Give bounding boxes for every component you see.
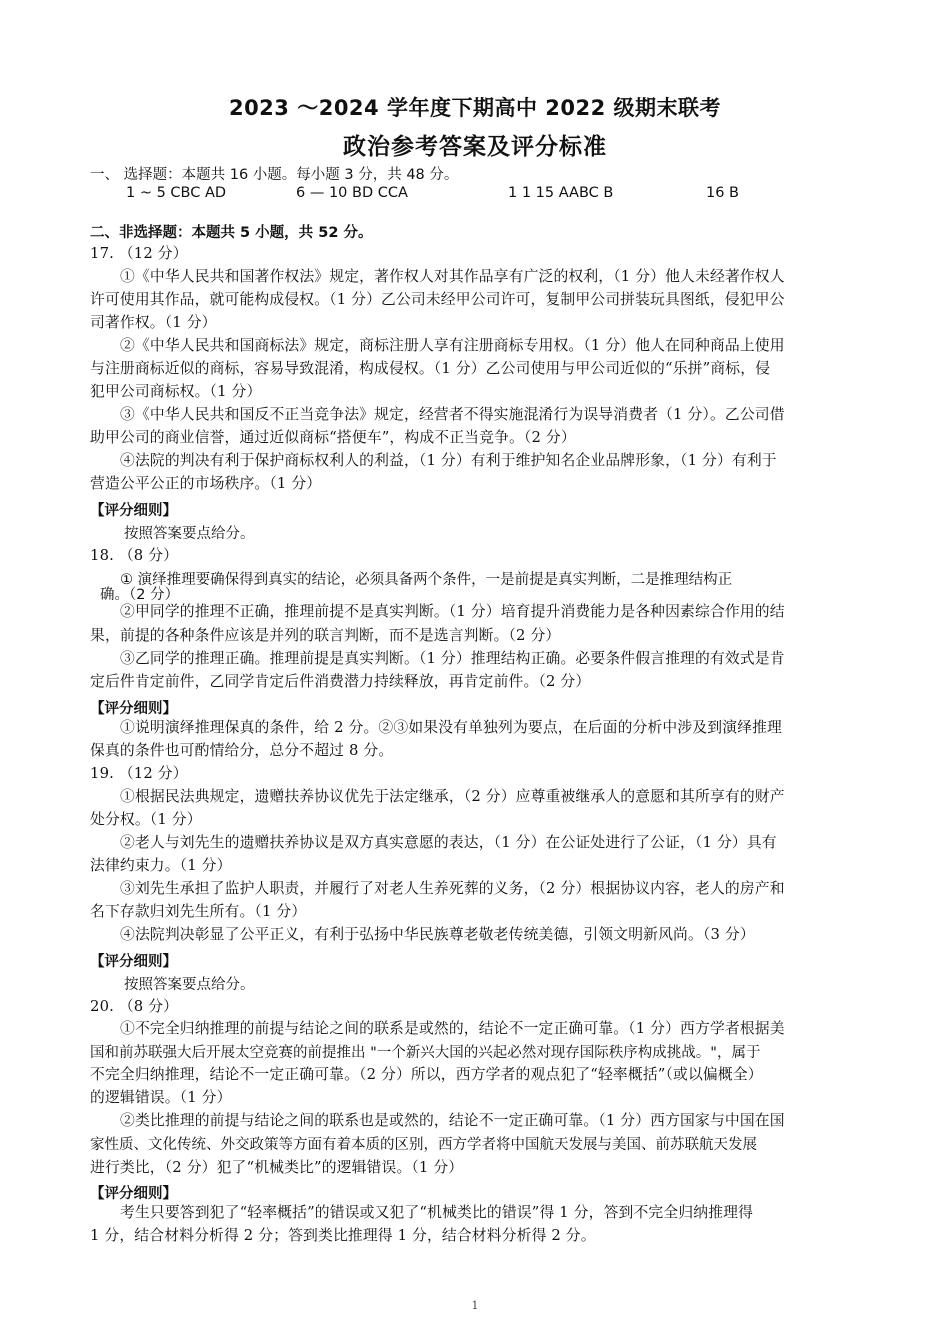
q20-rule: 考生只要答到犯了“轻率概括”的错误或又犯了“机械类比的错误”得 1 分，答到不完全归纳推理得 [120,1204,754,1221]
q17-line: ④法院的判决有利于保护商标权利人的利益，（1 分）有利于维护知名企业品牌形象，（1 分）有利于 [120,452,777,469]
q19-number: 19. （12 分） [90,765,188,782]
q20-line: 家性质、文化传统、外交政策等方面有着本质的区别，西方学者将中国航天发展与美国、前苏联航天发展 [90,1137,757,1153]
q19-line: 法律约束力。（1 分） [90,857,232,874]
q20-line: 国和前苏联强大后开展太空竞赛的前提推出 "一个新兴大国的兴起必然对现存国际秩序构成挑战。"，属于 [90,1045,761,1061]
q19-line: ④法院判决彰显了公平正义，有利于弘扬中华民族尊老敬老传统美德，引领文明新风尚。（3 分） [120,926,755,943]
q20-rules-label: 【评分细则】 [90,1186,177,1202]
q18-rule: 保真的条件也可酌情给分，总分不超过 8 分。 [90,742,394,759]
mcq-answer-6-10: 6 — 10 BD CCA [296,185,408,201]
q20-rule: 1 分，结合材料分析得 2 分；答到类比推理得 1 分，结合材料分析得 2 分。 [90,1227,596,1244]
q18-rule: ①说明演绎推理保真的条件，给 2 分。②③如果没有单独列为要点，在后面的分析中涉及到演绎推理 [120,719,782,736]
q17-line: 与注册商标近似的商标，容易导致混淆，构成侵权。（1 分）乙公司使用与甲公司近似的“乐拼”商标，侵 [90,360,771,377]
q17-line: 许可使用其作品，就可能构成侵权。（1 分）乙公司未经甲公司许可，复制甲公司拼装玩具图纸，侵犯甲公 [90,291,785,308]
q18-line: ②甲同学的推理不正确，推理前提不是真实判断。（1 分）培育提升消费能力是各种因素综合作用的结 [120,603,785,620]
q19-line: 处分权。（1 分） [90,811,202,828]
q18-line: ③乙同学的推理正确。推理前提是真实判断。（1 分）推理结构正确。必要条件假言推理的有效式是肯 [120,650,785,667]
q18-line: ① 演绎推理要确保得到真实的结论，必须具备两个条件，一是前提是真实判断，二是推理结构正 [120,572,733,588]
q20-line: 进行类比，（2 分）犯了“机械类比”的逻辑错误。（1 分） [90,1159,464,1176]
mcq-answer-11-15: 1 1 15 AABC B [508,185,614,201]
q19-line: ②老人与刘先生的遗赠扶养协议是双方真实意愿的表达，（1 分）在公证处进行了公证，（1 分）具有 [120,834,777,851]
q20-line: 不完全归纳推理，结论不一定正确可靠。（2 分）所以，西方学者的观点犯了“轻率概括”（或以偏概全） [90,1066,763,1083]
q19-rules-label: 【评分细则】 [90,954,177,970]
q18-line: 确。（2 分） [100,587,180,603]
q18-line: 果，前提的各种条件应该是并列的联言判断，而不是选言判断。（2 分） [90,627,561,644]
q17-rule: 按照答案要点给分。 [124,526,255,542]
section2-heading: 二、非选择题：本题共 5 小题，共 52 分。 [90,225,373,241]
q19-line: 名下存款归刘先生所有。（1 分） [90,903,307,920]
q19-rule: 按照答案要点给分。 [124,977,255,993]
q17-line: ③《中华人民共和国反不正当竞争法》规定，经营者不得实施混淆行为误导消费者（1 分）。乙公司借 [120,406,785,423]
q17-line: ②《中华人民共和国商标法》规定，商标注册人享有注册商标专用权。（1 分）他人在同种商品上使用 [120,337,785,354]
q19-line: ①根据民法典规定，遗赠扶养协议优先于法定继承，（2 分）应尊重被继承人的意愿和其所享有的财产 [120,788,785,805]
section1-heading: 一、 选择题：本题共 16 小题。每小题 3 分，共 48 分。 [90,167,459,183]
q17-rules-label: 【评分细则】 [90,503,177,519]
q20-number: 20. （8 分） [90,998,179,1015]
q17-number: 17. （12 分） [90,245,188,262]
mcq-answer-1-5: 1 ~ 5 CBC AD [126,185,227,201]
q20-line: 的逻辑错误。（1 分） [90,1089,232,1106]
q17-line: ①《中华人民共和国著作权法》规定，著作权人对其作品享有广泛的权利，（1 分）他人未经著作权人 [120,268,785,285]
mcq-answers [90,185,865,205]
q17-line: 犯甲公司商标权。（1 分） [90,383,262,400]
q20-line: ①不完全归纳推理的前提与结论之间的联系是或然的，结论不一定正确可靠。（1 分）西方学者根据美 [120,1020,785,1037]
q17-line: 助甲公司的商业信誉，通过近似商标“搭便车”，构成不正当竞争。（2 分） [90,429,576,446]
q18-number: 18. （8 分） [90,547,179,564]
page-number: 1 [471,1299,479,1312]
document-title-line2: 政治参考答案及评分标准 [343,134,607,160]
q18-line: 定后件肯定前件，乙同学肯定后件消费潜力持续释放，再肯定前件。（2 分） [90,673,591,690]
q18-rules-label: 【评分细则】 [90,701,177,717]
q19-line: ③刘先生承担了监护人职责，并履行了对老人生养死葬的义务，（2 分）根据协议内容，老人的房产和 [120,880,785,897]
q20-line: ②类比推理的前提与结论之间的联系也是或然的，结论不一定正确可靠。（1 分）西方国家与中国在国 [120,1112,785,1129]
q17-line: 司著作权。（1 分） [90,314,217,331]
mcq-answer-16: 16 B [706,185,740,201]
document-title-line1: 2023 ～2024 学年度下期高中 2022 级期末联考 [228,96,722,120]
q17-line: 营造公平公正的市场秩序。（1 分） [90,475,322,492]
